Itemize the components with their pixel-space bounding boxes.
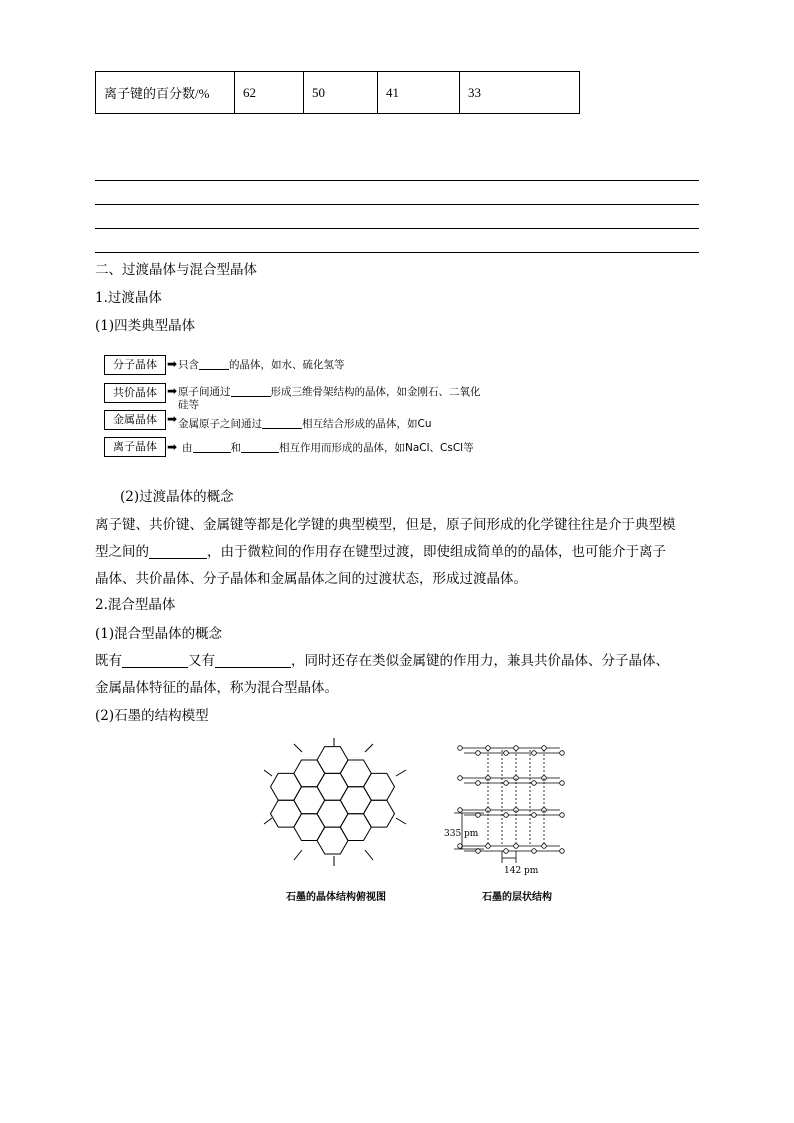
carbon-atom bbox=[504, 849, 509, 854]
fill-blank[interactable] bbox=[122, 653, 188, 668]
arrow-icon: ➡ bbox=[167, 440, 178, 454]
bond-line bbox=[294, 850, 302, 860]
carbon-atom bbox=[504, 751, 509, 756]
hexagon-ring bbox=[317, 827, 348, 854]
arrow-icon: ➡ bbox=[167, 357, 178, 371]
carbon-atom bbox=[560, 813, 565, 818]
graphite-top-view-diagram bbox=[262, 738, 412, 868]
carbon-atom bbox=[532, 781, 537, 786]
caption-top-view: 石墨的晶体结构俯视图 bbox=[286, 892, 386, 903]
bond-length-label: 142 pm bbox=[504, 866, 539, 876]
paragraph-mixed-concept: 既有 又有 ，同时还存在类似金属键的作用力，兼具共价晶体、分子晶体、 金属晶体特征的晶体，称为混合型晶体。 bbox=[95, 653, 669, 696]
fill-blank[interactable] bbox=[262, 418, 302, 429]
table-cell: 41 bbox=[378, 72, 460, 114]
hexagon-ring bbox=[364, 773, 395, 800]
paragraph-transition-concept: 离子键、共价键、金属键等都是化学键的典型模型，但是，原子间形成的化学键往往是介于典型模 型之间的 ，由于微粒间的作用存在键型过渡，即使组成简单的的晶体，也可能介于离子 晶体、共价晶体、分子晶体和金属晶体之间的过渡状态，形成过渡晶体。 bbox=[95, 517, 676, 587]
graphite-layer-diagram bbox=[440, 738, 570, 878]
bond-line bbox=[365, 850, 373, 860]
subheading-transition-concept: (2)过渡晶体的概念 bbox=[120, 489, 234, 505]
bond-line bbox=[396, 770, 406, 776]
hexagon-ring bbox=[340, 760, 371, 787]
crystal-type-label: 金属晶体 bbox=[104, 410, 166, 430]
bond-line bbox=[264, 770, 272, 776]
table-cell: 50 bbox=[304, 72, 378, 114]
fill-blank[interactable] bbox=[193, 442, 231, 453]
carbon-atom bbox=[476, 751, 481, 756]
hexagon-ring bbox=[294, 787, 325, 814]
bond-line bbox=[294, 744, 302, 752]
crystal-type-label: 共价晶体 bbox=[104, 383, 166, 403]
carbon-atom bbox=[486, 746, 491, 751]
fill-blank[interactable] bbox=[231, 386, 271, 397]
carbon-atom bbox=[532, 849, 537, 854]
hexagon-ring bbox=[364, 800, 395, 827]
carbon-atom bbox=[514, 746, 519, 751]
caption-layer-view: 石墨的层状结构 bbox=[482, 892, 552, 903]
table-cell: 33 bbox=[460, 72, 580, 114]
carbon-atom bbox=[532, 813, 537, 818]
hexagon-ring bbox=[340, 787, 371, 814]
crystal-description: 原子间通过 形成三维骨架结构的晶体，如金刚石、二氧化 硅等 bbox=[178, 386, 481, 412]
crystal-type-label: 离子晶体 bbox=[104, 437, 166, 457]
hexagon-ring bbox=[294, 760, 325, 787]
answer-line bbox=[95, 204, 699, 205]
carbon-atom bbox=[458, 746, 463, 751]
carbon-atom bbox=[542, 746, 547, 751]
ionic-percentage-table bbox=[95, 71, 580, 114]
table-cell: 62 bbox=[235, 72, 304, 114]
carbon-atom bbox=[458, 808, 463, 813]
table-row-label: 离子键的百分数/% bbox=[96, 72, 235, 114]
hexagon-ring bbox=[340, 814, 371, 841]
hexagon-ring bbox=[317, 800, 348, 827]
answer-line bbox=[95, 180, 699, 181]
subheading-mixed-crystal: 2.混合型晶体 bbox=[95, 597, 176, 613]
crystal-type-label: 分子晶体 bbox=[104, 355, 166, 375]
subheading-mixed-concept: (1)混合型晶体的概念 bbox=[95, 626, 223, 642]
hexagon-ring bbox=[294, 814, 325, 841]
carbon-atom bbox=[486, 844, 491, 849]
carbon-atom bbox=[504, 813, 509, 818]
carbon-atom bbox=[560, 751, 565, 756]
carbon-atom bbox=[542, 844, 547, 849]
carbon-atom bbox=[560, 781, 565, 786]
fill-blank[interactable] bbox=[199, 359, 229, 370]
bond-line bbox=[264, 818, 272, 824]
carbon-atom bbox=[560, 849, 565, 854]
carbon-atom bbox=[504, 781, 509, 786]
carbon-atom bbox=[532, 751, 537, 756]
hexagon-ring bbox=[271, 773, 302, 800]
hexagon-ring bbox=[317, 773, 348, 800]
hexagon-ring bbox=[317, 747, 348, 774]
carbon-atom bbox=[476, 781, 481, 786]
fill-blank[interactable] bbox=[215, 653, 291, 668]
table-row bbox=[96, 72, 580, 114]
hexagon-ring bbox=[271, 800, 302, 827]
fill-blank[interactable] bbox=[241, 442, 279, 453]
fill-blank[interactable] bbox=[149, 544, 207, 559]
interlayer-distance-label: 335 pm bbox=[444, 829, 479, 839]
subheading-transition-crystal: 1.过渡晶体 bbox=[95, 290, 162, 306]
answer-line bbox=[95, 228, 699, 229]
subheading-graphite-model: (2)石墨的结构模型 bbox=[95, 708, 209, 724]
carbon-atom bbox=[458, 776, 463, 781]
answer-line bbox=[95, 252, 699, 253]
carbon-atom bbox=[514, 844, 519, 849]
crystal-description: 由 和 相互作用而形成的晶体，如NaCl、CsCl等 bbox=[182, 442, 474, 454]
crystal-description: 金属原子之间通过 相互结合形成的晶体，如Cu bbox=[178, 418, 432, 430]
section-heading: 二、过渡晶体与混合型晶体 bbox=[95, 262, 257, 278]
bond-line bbox=[396, 818, 406, 824]
arrow-icon: ➡ bbox=[167, 384, 178, 398]
arrow-icon: ➡ bbox=[167, 412, 178, 426]
crystal-description: 只含 的晶体，如水、硫化氢等 bbox=[178, 359, 345, 371]
subheading-four-crystals: (1)四类典型晶体 bbox=[95, 318, 196, 334]
bond-line bbox=[365, 744, 373, 752]
